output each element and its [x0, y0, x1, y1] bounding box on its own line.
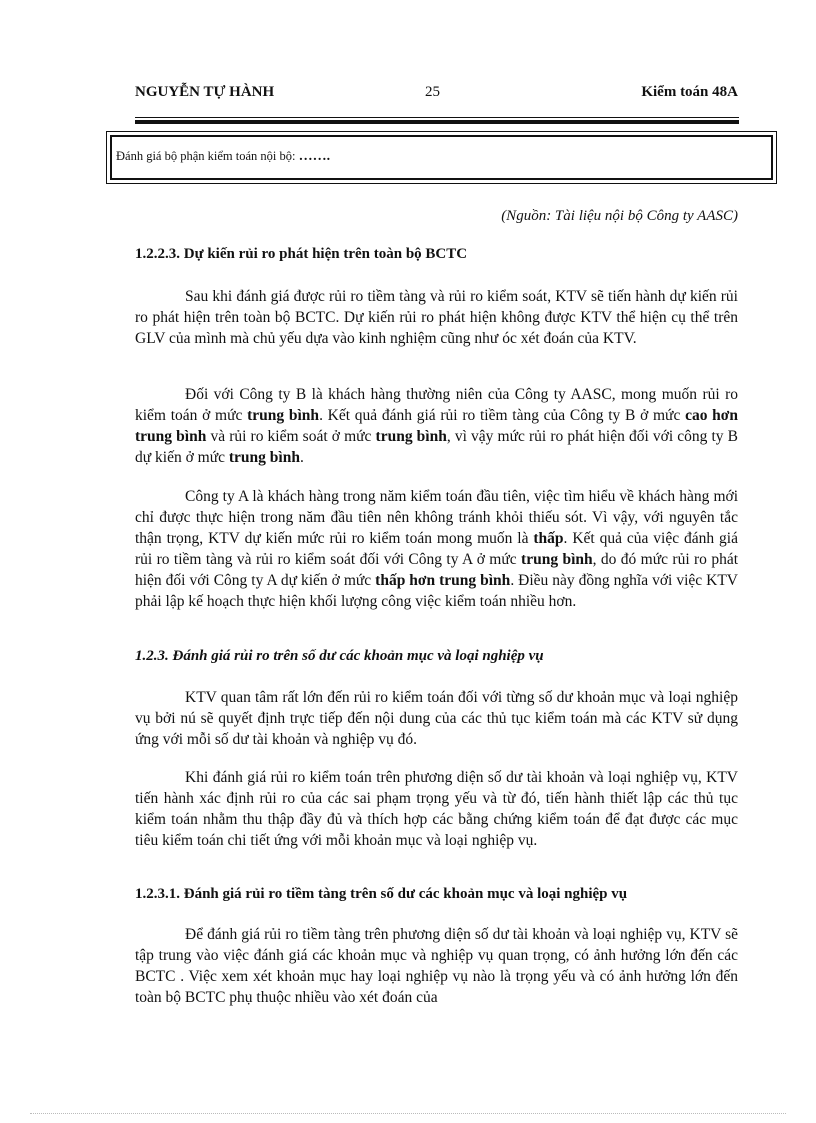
heading-1223: 1.2.2.3. Dự kiến rủi ro phát hiện trên toàn bộ BCTC: [135, 246, 468, 262]
header-rule-thick: [135, 120, 739, 124]
header-rule-thin: [135, 117, 739, 118]
paragraph-123-1: KTV quan tâm rất lớn đến rủi ro kiểm toán đối với từng số dư khoản mục và loại nghiệp vụ bởi nú sẽ quyết định trực tiếp đến nội dung của các thủ tục kiểm toán mà các KTV sử dụng ứng với mỗi số dư tài khoản và nghiệp vụ đó.: [135, 689, 738, 748]
text-span: , do đó mức rủi ro phát hiện đối với Công ty A dự kiến ở mức: [135, 551, 739, 589]
bold-span: trung bình: [228, 449, 300, 466]
header-page-number: 25: [425, 84, 440, 100]
text-span: , vì vậy mức rủi ro phát hiện đối với công ty B dự kiến ở mức: [135, 428, 739, 466]
bold-span: trung bình: [521, 551, 593, 568]
text-span: . Kết quả đánh giá rủi ro tiềm tàng của Công ty B ở mức: [319, 407, 686, 424]
paragraph-1223-3: [135, 486, 738, 612]
bold-span: thấp hơn trung bình: [375, 572, 511, 589]
bold-span: cao hơn trung bình: [135, 407, 739, 445]
text-span: và rủi ro kiểm soát ở mức: [206, 428, 376, 445]
paragraph-123-2: Khi đánh giá rủi ro kiểm toán trên phương diện số dư tài khoản và loại nghiệp vụ, KTV tiến hành xác định rủi ro của các sai phạm trọng yếu và từ đó, tiến hành thiết lập các thủ tục kiểm toán nhằm thu thập đầy đủ và thích hợp các bằng chứng kiểm toán để đạt được các mục tiêu kiểm toán chi tiết ứng với mỗi khoản mục và loại nghiệp vụ.: [135, 769, 738, 849]
paragraph-1223-1: Sau khi đánh giá được rủi ro tiềm tàng và rủi ro kiểm soát, KTV sẽ tiến hành dự kiến rủi ro phát hiện trên toàn bộ BCTC. Dự kiến rủi ro phát hiện không được KTV thể hiện cụ thể trên GLV của mình mà chủ yếu dựa vào kinh nghiệm cũng như óc xét đoán của KTV.: [135, 288, 738, 347]
paragraph-1231-1: Để đánh giá rủi ro tiềm tàng trên phương diện số dư tài khoản và loại nghiệp vụ, KTV sẽ tập trung vào việc đánh giá các khoản mục và nghiệp vụ quan trọng, có ảnh hưởng lớn đến các BCTC . Việc xem xét khoản mục hay loại nghiệp vụ nào là trọng yếu và có ảnh hưởng lớn đến toàn bộ BCTC phụ thuộc nhiều vào xét đoán của: [135, 926, 738, 1006]
text-span: .: [299, 449, 304, 466]
footer-dotted-line: [30, 1113, 786, 1114]
assessment-box-text: [116, 149, 330, 165]
bold-span: trung bình: [247, 407, 320, 424]
header-course: Kiểm toán 48A: [641, 84, 738, 100]
header-author: NGUYỄN TỰ HÀNH: [135, 84, 275, 100]
text-span: Công ty A là khách hàng trong năm kiểm toán đầu tiên, việc tìm hiểu về khách hàng mới chỉ được thực hiện trong năm đầu tiên nên không tránh khỏi thiếu sót. Vì vậy, với nguyên tắc thận trọng, KTV dự kiến mức rủi ro kiểm toán mong muốn là: [135, 488, 738, 547]
paragraph-1223-2: [135, 384, 738, 468]
text-span: . Kết quả của việc đánh giá rủi ro tiềm tàng và rủi ro kiểm soát đối với Công ty A ở mức: [135, 530, 738, 568]
bold-span: thấp: [533, 530, 564, 547]
text-span: . Điều này đồng nghĩa với việc KTV phải lập kế hoạch thực hiện khối lượng công việc kiểm toán nhiều hơn.: [135, 572, 738, 610]
source-note: (Nguồn: Tài liệu nội bộ Công ty AASC): [501, 208, 738, 224]
heading-123: 1.2.3. Đánh giá rủi ro trên số dư các khoản mục và loại nghiệp vụ: [135, 648, 544, 664]
page-header: [135, 84, 738, 104]
assessment-label: Đánh giá bộ phận kiểm toán nội bộ:: [116, 149, 299, 163]
assessment-dots: …….: [298, 149, 331, 164]
bold-span: trung bình: [375, 428, 447, 445]
assessment-box: [106, 131, 777, 184]
heading-1231: 1.2.3.1. Đánh giá rủi ro tiềm tàng trên số dư các khoản mục và loại nghiệp vụ: [135, 886, 628, 902]
text-span: Đối với Công ty B là khách hàng thường niên của Công ty AASC, mong muốn rủi ro kiểm toán ở mức: [135, 386, 738, 424]
